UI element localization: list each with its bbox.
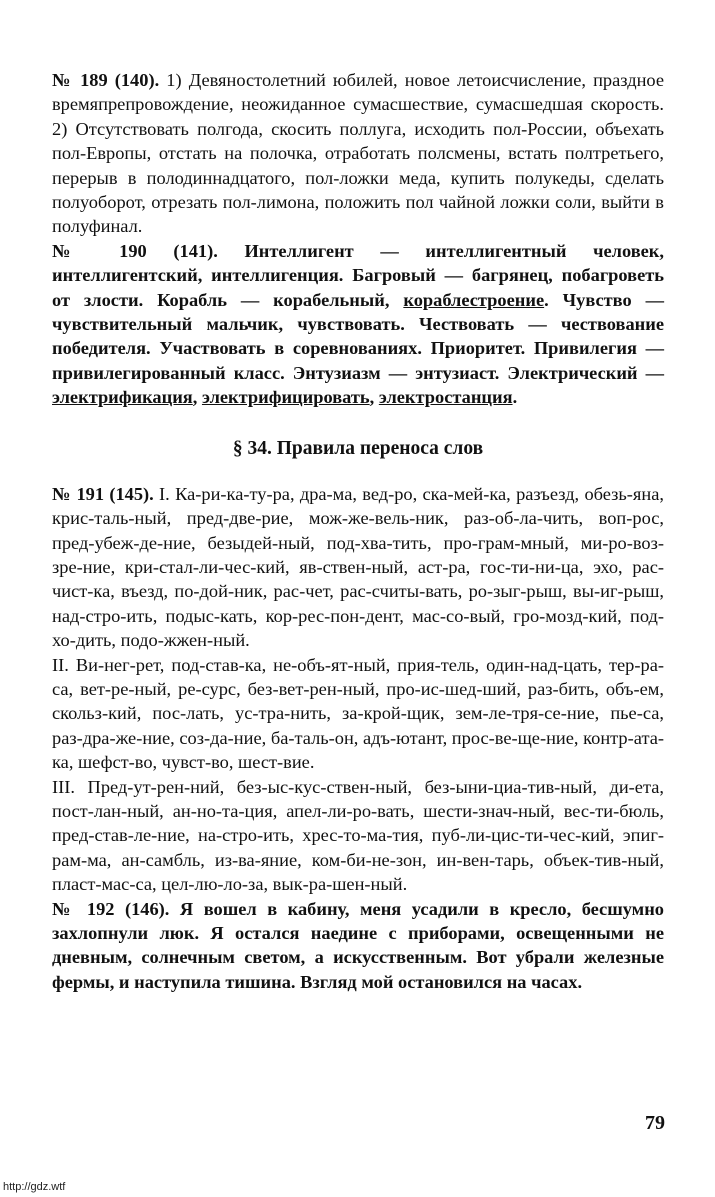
exercise-number: № 191 (145). <box>52 483 154 504</box>
underlined-word: кораблестроение <box>403 289 545 310</box>
exercise-part-1: I. Ка-ри-ка-ту-ра, дра-ма, вед-ро, ска-мей-ка, разъезд, обезь-яна, крис-таль-ный, пред-две-рие, мож-же-вель-ник, раз-об-ла-чить, воп-рос, пред-убеж-де-ние, безыдей-ный, под-хва-тить, про-грам-мный, ми-ро-воз-зре-ние, кри-стал-ли-чес-кий, яв-ствен-ный, аст-ра, гос-ти-ни-ца, эхо, рас-чист-ка, въезд, по-дой-ник, рас-чет, рас-считы-вать, ро-зыг-рыш, вы-иг-рыш, над-стро-ить, подыс-кать, кор-рес-пон-дент, мас-со-вый, гро-мозд-кий, под-хо-дить, подо-жжен-ный. <box>52 483 664 651</box>
exercise-text: . Чувство — чувствительный мальчик, чувствовать. Чествовать — чествование победителя. Участвовать в соревнованиях. Приоритет. Привилегия — привилегированный класс. Энтузиазм — энтузиаст. Электрический — <box>52 289 664 383</box>
page-content <box>52 68 664 994</box>
separator: , <box>369 387 379 408</box>
exercise-192 <box>52 897 664 995</box>
exercise-number: № 190 (141). <box>52 240 218 261</box>
underlined-word: электрификация <box>52 387 193 408</box>
exercise-text: 1) Девяностолетний юбилей, новое летоисчисление, праздное времяпрепровождение, неожиданное сумасшествие, сумасшедшая скорость. 2) Отсутствовать полгода, скосить поллуга, исходить пол-России, объехать пол-Европы, отстать на полочка, отработать полсмены, встать полтретьего, перерыв в полодиннадцатого, пол-ложки меда, купить полукеды, сделать полуоборот, отрезать пол-лимона, положить пол чайной ложки соли, выйти в полуфинал. <box>52 70 665 237</box>
exercise-number: № 189 (140). <box>52 70 160 90</box>
watermark: http://gdz.wtf <box>3 1181 66 1193</box>
exercise-text: Интеллигент — интеллигентный человек, интеллигентский, интеллигенция. Багровый — багрянец, побагроветь от злости. Корабль — корабельный, <box>52 240 664 310</box>
exercise-191-part-2: II. Ви-нег-рет, под-став-ка, не-объ-ят-ный, прия-тель, один-над-цать, тер-ра-са, вет-ре-ный, ре-сурс, без-вет-рен-ный, про-ис-шед-ший, раз-бить, объ-ем, скольз-кий, пос-лать, ус-тра-нить, за-крой-щик, зем-ле-тря-се-ние, пье-са, раз-дра-же-ние, соз-да-ние, ба-таль-он, адъ-ютант, прос-ве-ще-ние, контр-ата-ка, шефст-во, чувст-во, шест-вие. <box>52 654 664 773</box>
underlined-word: электростанция <box>378 387 513 408</box>
separator: , <box>192 387 202 408</box>
exercise-text: . <box>512 387 518 408</box>
exercise-191-part-3: III. Пред-ут-рен-ний, без-ыс-кус-ствен-ный, без-ыни-циа-тив-ный, ди-ета, пост-лан-ный, ан-но-та-ция, апел-ли-ро-вать, шести-знач-ный, вес-ти-бюль, пред-став-ле-ние, на-стро-ить, хрес-то-ма-тия, пуб-ли-цис-ти-чес-кий, эпиг-рам-ма, ан-самбль, из-ва-яние, ком-би-не-зон, ин-вен-тарь, объек-тив-ный, пласт-мас-са, цел-лю-ло-за, вык-ра-шен-ный. <box>52 776 664 895</box>
exercise-text: Я вошел в кабину, меня усадили в кресло, бесшумно захлопнули люк. Я остался наедине с приборами, освещенными не дневным, солнечным светом, а искусственным. Вот убрали железные фермы, и наступила тишина. Взгляд мой остановился на часах. <box>52 898 664 992</box>
page-number: 79 <box>645 1112 665 1134</box>
exercise-191 <box>52 482 664 653</box>
exercise-189 <box>52 68 664 239</box>
underlined-word: электрифицировать <box>201 387 370 408</box>
section-heading: § 34. Правила переноса слов <box>232 437 484 459</box>
exercise-number: № 192 (146). <box>52 898 170 919</box>
exercise-190 <box>52 239 664 410</box>
